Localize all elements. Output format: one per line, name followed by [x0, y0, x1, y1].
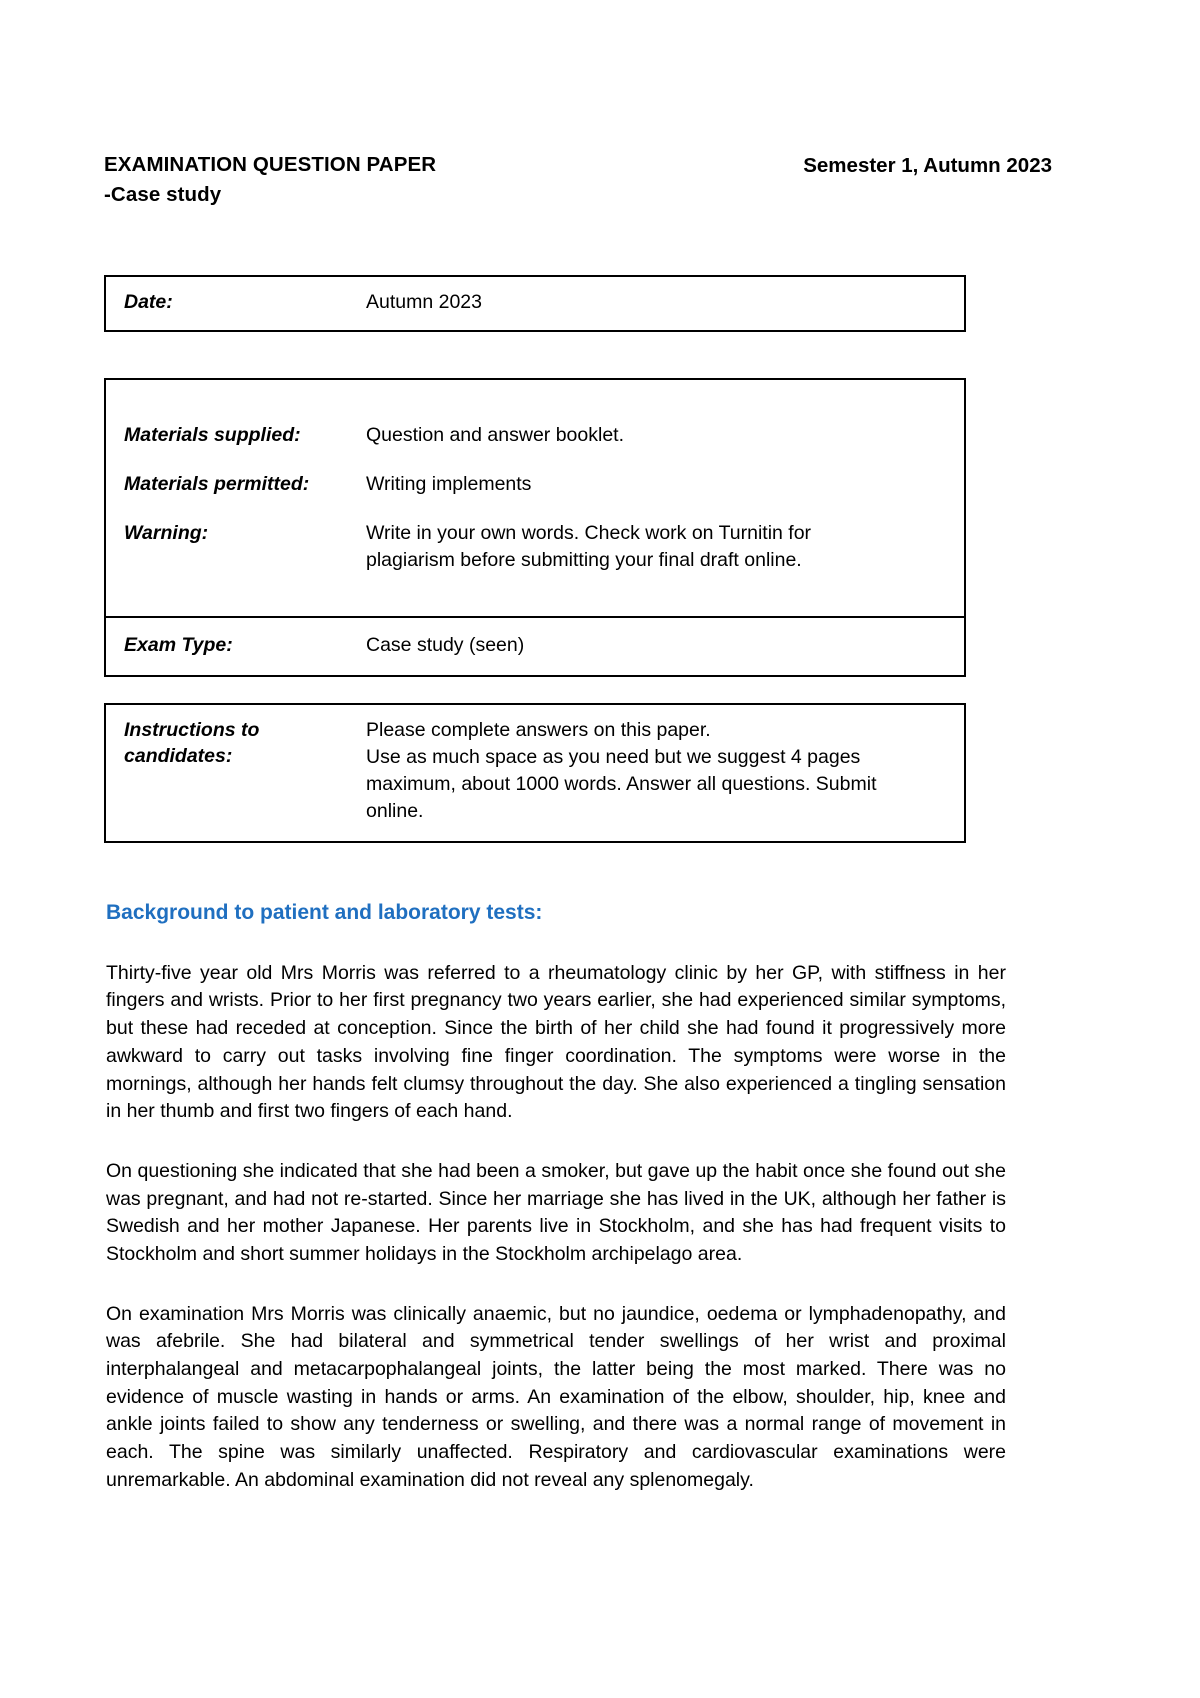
materials-permitted-value — [366, 471, 950, 498]
instructions-value-line-4: online. — [366, 799, 424, 822]
date-row — [120, 289, 950, 316]
materials-supplied-label: Materials supplied: — [124, 424, 301, 447]
exam-type-row — [106, 616, 964, 675]
date-value: Autumn 2023 — [366, 291, 483, 314]
instructions-value-line-3: maximum, about 1000 words. Answer all questions. Submit — [366, 772, 877, 795]
document-header — [104, 150, 1096, 209]
instructions-box — [104, 703, 966, 843]
instructions-label-line-1: Instructions to — [124, 718, 260, 741]
page-title-line-2: -Case study — [104, 182, 222, 206]
page-title-line-1: EXAMINATION QUESTION PAPER — [104, 153, 437, 176]
instructions-label — [120, 717, 366, 770]
background-paragraph-1: Thirty-five year old Mrs Morris was referred to a rheumatology clinic by her GP, with stiffness in her fingers and wrists. Prior to her first pregnancy two years earlier, she had experienced similar symptoms, but these had receded at conception. Since the birth of her child she had found it progressively more awkward to carry out tasks involving fine finger coordination. The symptoms were worse in the mornings, although her hands felt clumsy throughout the day. She also experienced a tingling sensation in her thumb and first two fingers of each hand. — [106, 961, 1006, 1123]
materials-supplied-row — [120, 422, 950, 449]
instructions-row — [120, 717, 950, 825]
materials-permitted-row — [120, 471, 950, 498]
warning-value-line-1: Write in your own words. Check work on Turnitin for — [366, 522, 812, 545]
instructions-value-line-1: Please complete answers on this paper. — [366, 718, 711, 741]
exam-type-value: Case study (seen) — [366, 633, 525, 656]
materials-permitted-value-line-1: Writing implements — [366, 473, 532, 496]
instructions-value-line-2: Use as much space as you need but we suggest 4 pages — [366, 745, 861, 768]
materials-permitted-label: Materials permitted: — [124, 473, 310, 496]
semester-label: Semester 1, Autumn 2023 — [803, 154, 1052, 177]
background-paragraph-3: On examination Mrs Morris was clinically anaemic, but no jaundice, oedema or lymphadenopathy, and was afebrile. She had bilateral and symmetrical tender swellings of her wrist and proximal interphalangeal and metacarpophalangeal joints, the latter being the most marked. There was no evidence of muscle wasting in hands or arms. An examination of the elbow, shoulder, hip, knee and ankle joints failed to show any tenderness or swelling, and there was a normal range of movement in each. The spine was similarly unaffected. Respiratory and cardiovascular examinations were unremarkable. An abdominal examination did not reveal any splenomegaly. — [106, 1302, 1006, 1491]
date-label: Date: — [124, 291, 173, 314]
warning-value — [366, 520, 950, 574]
exam-type-inner-row — [120, 632, 950, 659]
warning-value-line-2: plagiarism before submitting your final draft online. — [366, 549, 802, 572]
materials-rows — [106, 380, 964, 616]
warning-label: Warning: — [124, 522, 209, 545]
section-heading: Background to patient and laboratory tests: — [106, 900, 543, 924]
materials-supplied-value-line-1: Question and answer booklet. — [366, 424, 624, 447]
exam-type-label: Exam Type: — [124, 633, 233, 656]
page-title — [104, 150, 436, 209]
instructions-value — [366, 717, 950, 825]
date-box — [104, 275, 966, 332]
materials-box — [104, 378, 966, 677]
warning-row — [120, 520, 950, 574]
instructions-label-line-2: candidates: — [124, 745, 233, 768]
materials-supplied-value — [366, 422, 950, 449]
background-paragraph-2: On questioning she indicated that she had been a smoker, but gave up the habit once she found out she was pregnant, and had not re-started. Since her marriage she has lived in the UK, although her father is Swedish and her mother Japanese. Her parents live in Stockholm, and she has had frequent visits to Stockholm and short summer holidays in the Stockholm archipelago area. — [106, 1159, 1006, 1265]
